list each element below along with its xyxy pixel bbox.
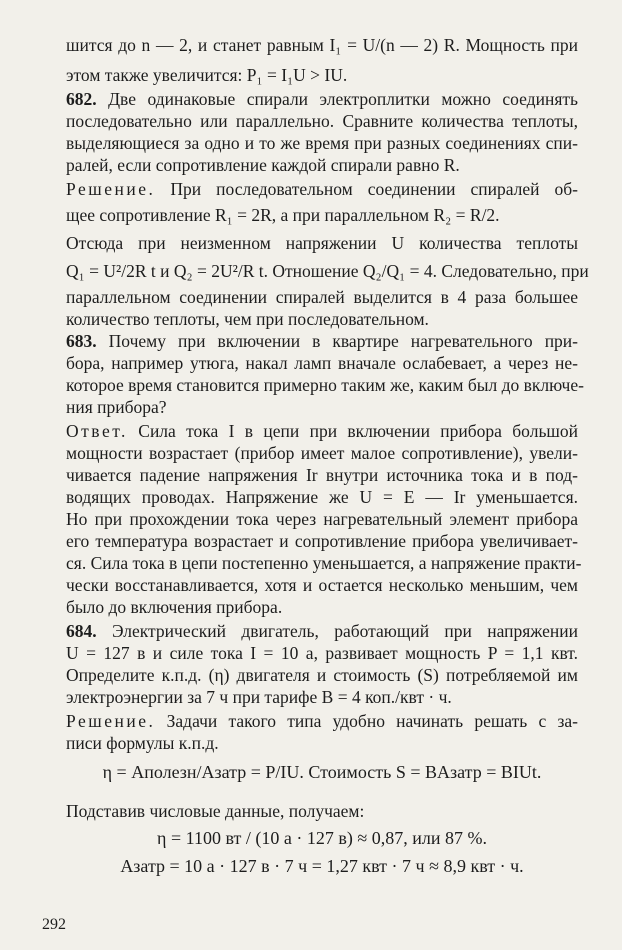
text-line	[66, 620, 578, 642]
answer-label: Ответ.	[66, 421, 128, 441]
text-line	[66, 420, 578, 442]
text-line: ния прибора?	[66, 397, 167, 417]
equation: Aзатр = 10 а · 127 в · 7 ч = 1,27 квт · 7 ч ≈ 8,9 квт · ч.	[120, 856, 524, 876]
text-line	[66, 710, 578, 732]
equation: η = 1100 вт / (10 а · 127 в) ≈ 0,87, или 87 %.	[157, 828, 487, 848]
text-line: водящих проводах. Напряжение же U = E — Ir уменьшается.	[66, 487, 578, 507]
page-number: 292	[42, 916, 66, 933]
text-line: количество теплоты, чем при последовательном.	[66, 309, 429, 329]
text-line: писи формулы к.п.д.	[66, 733, 219, 753]
text-span: Задачи такого типа удобно начинать решать с за-	[166, 711, 578, 731]
text-span: Сила тока I в цепи при включении прибора большой	[138, 421, 579, 441]
text-line: параллельном соединении спиралей выделится в 4 раза большее	[66, 287, 578, 307]
text-line: этом также увеличится: P₁ = I₁U > IU.	[66, 65, 348, 85]
text-line: щее сопротивление R₁ = 2R, а при параллельном R₂ = R/2.	[66, 205, 500, 225]
text-line: шится до n — 2, и станет равным I₁ = U/(n — 2) R. Мощность при	[66, 35, 578, 55]
text-line: Определите к.п.д. (η) двигателя и стоимость (S) потребляемой им	[66, 665, 578, 685]
text-span: При последовательном соединении спиралей об-	[170, 179, 578, 199]
text-line: бора, например утюга, накал ламп вначале ослабевает, а через не-	[66, 353, 578, 373]
text-span: Электрический двигатель, работающий при напряжении	[111, 621, 578, 641]
text-line	[66, 330, 578, 352]
text-span: Почему при включении в квартире нагревательного при-	[108, 331, 579, 351]
text-line: последовательно или параллельно. Сравните количества теплоты,	[66, 111, 578, 131]
text-line: чески восстанавливается, хотя и остается несколько меньшим, чем	[66, 575, 578, 595]
problem-number: 682.	[66, 89, 97, 109]
text-line: было до включения прибора.	[66, 597, 283, 617]
text-span: Две одинаковые спирали электроплитки можно соединять	[108, 89, 578, 109]
text-line: электроэнергии за 7 ч при тарифе B = 4 коп./квт · ч.	[66, 687, 452, 707]
text-line: U = 127 в и силе тока I = 10 а, развивает мощность P = 1,1 квт.	[66, 643, 578, 663]
solution-label: Решение.	[66, 179, 156, 199]
text-line: которое время становится примерно таким же, каким был до включе-	[66, 375, 584, 395]
text-line: мощности возрастает (прибор имеет малое сопротивление), увели-	[66, 443, 578, 463]
text-line: Отсюда при неизменном напряжении U количества теплоты	[66, 233, 578, 253]
text-line: ся. Сила тока в цепи постепенно уменьшается, а напряжение практи-	[66, 553, 582, 573]
problem-number: 683.	[66, 331, 97, 351]
text-line: чивается падение напряжения Ir внутри источника тока и в под-	[66, 465, 578, 485]
text-line: выделяющиеся за одно и то же время при разных соединениях спи-	[66, 133, 578, 153]
text-line	[66, 178, 578, 200]
text-line: ралей, если сопротивление каждой спирали равно R.	[66, 155, 460, 175]
text-line: Q₁ = U²/2R t и Q₂ = 2U²/R t. Отношение Q₂/Q₁ = 4. Следовательно, при	[66, 261, 589, 281]
text-line	[66, 88, 578, 110]
text-line: его температура возрастает и сопротивление прибора увеличивает-	[66, 531, 578, 551]
text-line: Подставив числовые данные, получаем:	[66, 801, 365, 821]
text-line: Но при прохождении тока через нагревательный элемент прибора	[66, 509, 578, 529]
equation: η = Aполезн/Aзатр = P/IU. Стоимость S = BAзатр = BIUt.	[102, 762, 542, 782]
problem-number: 684.	[66, 621, 97, 641]
solution-label: Решение.	[66, 711, 156, 731]
